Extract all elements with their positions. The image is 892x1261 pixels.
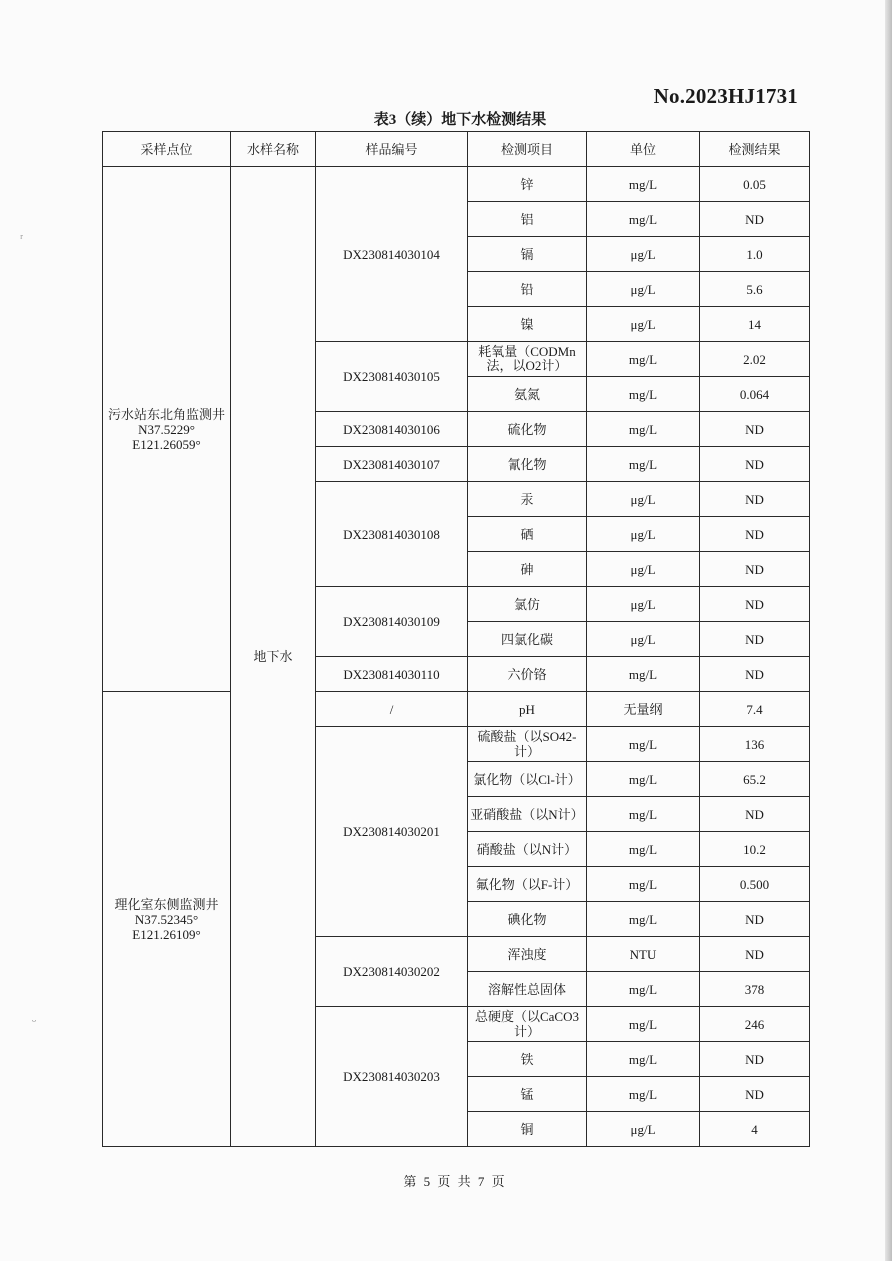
item-name xyxy=(468,342,587,377)
item-name: 氯仿 xyxy=(468,587,587,622)
result: 0.500 xyxy=(700,867,810,902)
item-name: 铜 xyxy=(468,1112,587,1147)
margin-mark: ʳ xyxy=(20,232,24,247)
result: ND xyxy=(700,902,810,937)
result: 1.0 xyxy=(700,237,810,272)
unit: μg/L xyxy=(587,622,700,657)
result: ND xyxy=(700,202,810,237)
site-longitude: E121.26109° xyxy=(132,926,201,942)
result: ND xyxy=(700,1077,810,1112)
result: 65.2 xyxy=(700,762,810,797)
table-row xyxy=(103,167,810,202)
unit: μg/L xyxy=(587,552,700,587)
unit: mg/L xyxy=(587,867,700,902)
result: 0.05 xyxy=(700,167,810,202)
sample-id: DX230814030104 xyxy=(316,167,468,342)
unit: mg/L xyxy=(587,797,700,832)
site-longitude: E121.26059° xyxy=(132,436,201,452)
item-name: 氯化物（以Cl-计） xyxy=(468,762,587,797)
result: ND xyxy=(700,552,810,587)
item-name: 铅 xyxy=(468,272,587,307)
sample-id: / xyxy=(316,692,468,727)
unit: mg/L xyxy=(587,447,700,482)
item-name: 碘化物 xyxy=(468,902,587,937)
header-row xyxy=(103,132,810,167)
result: 2.02 xyxy=(700,342,810,377)
unit: μg/L xyxy=(587,1112,700,1147)
unit: mg/L xyxy=(587,1077,700,1112)
water-type-cell: 地下水 xyxy=(231,167,316,1147)
unit: mg/L xyxy=(587,167,700,202)
header-result: 检测结果 xyxy=(700,132,810,167)
item-name: 锰 xyxy=(468,1077,587,1112)
item-name: 四氯化碳 xyxy=(468,622,587,657)
item-name: 砷 xyxy=(468,552,587,587)
page-number: 第 5 页 共 7 页 xyxy=(403,1174,505,1189)
margin-mark: ᵕ xyxy=(32,1015,37,1030)
header-item: 检测项目 xyxy=(468,132,587,167)
result: ND xyxy=(700,412,810,447)
item-name: 溶解性总固体 xyxy=(468,972,587,1007)
page-edge xyxy=(885,0,892,1261)
header-site: 采样点位 xyxy=(103,132,231,167)
item-name: 锌 xyxy=(468,167,587,202)
table-title: 表3（续）地下水检测结果 xyxy=(373,112,547,128)
sample-id: DX230814030108 xyxy=(316,482,468,587)
sample-id: DX230814030110 xyxy=(316,657,468,692)
item-name: 镍 xyxy=(468,307,587,342)
result: ND xyxy=(700,587,810,622)
result: ND xyxy=(700,797,810,832)
item-name: 硫化物 xyxy=(468,412,587,447)
item-name: 氰化物 xyxy=(468,447,587,482)
item-name: 汞 xyxy=(468,482,587,517)
item-name: pH xyxy=(468,692,587,727)
result: 10.2 xyxy=(700,832,810,867)
result: 5.6 xyxy=(700,272,810,307)
report-number: No.2023HJ1731 xyxy=(653,84,798,108)
sample-id: DX230814030107 xyxy=(316,447,468,482)
unit: mg/L xyxy=(587,412,700,447)
result: ND xyxy=(700,447,810,482)
unit: NTU xyxy=(587,937,700,972)
result: ND xyxy=(700,937,810,972)
site-cell xyxy=(103,167,231,692)
unit: μg/L xyxy=(587,517,700,552)
item-name: 硫酸盐（以SO42-计） xyxy=(468,727,587,762)
result: 378 xyxy=(700,972,810,1007)
item-name: 浑浊度 xyxy=(468,937,587,972)
unit: mg/L xyxy=(587,727,700,762)
item-name: 铁 xyxy=(468,1042,587,1077)
item-name-text: 耗氧量（CODMn法，以O2计） xyxy=(478,344,576,373)
item-name: 总硬度（以CaCO3计） xyxy=(468,1007,587,1042)
item-name: 硒 xyxy=(468,517,587,552)
result: ND xyxy=(700,1042,810,1077)
sample-id: DX230814030105 xyxy=(316,342,468,412)
result: 246 xyxy=(700,1007,810,1042)
unit: mg/L xyxy=(587,972,700,1007)
unit: μg/L xyxy=(587,587,700,622)
unit: mg/L xyxy=(587,1007,700,1042)
item-name: 硝酸盐（以N计） xyxy=(468,832,587,867)
sample-id: DX230814030203 xyxy=(316,1007,468,1147)
unit: μg/L xyxy=(587,307,700,342)
header-sample-id: 样品编号 xyxy=(316,132,468,167)
unit: mg/L xyxy=(587,902,700,937)
site-name: 污水站东北角监测井 xyxy=(107,406,225,422)
unit: mg/L xyxy=(587,342,700,377)
item-name: 氟化物（以F-计） xyxy=(468,867,587,902)
result: 4 xyxy=(700,1112,810,1147)
sample-id: DX230814030109 xyxy=(316,587,468,657)
unit: mg/L xyxy=(587,762,700,797)
result: 7.4 xyxy=(700,692,810,727)
result: 14 xyxy=(700,307,810,342)
table-row xyxy=(103,692,810,727)
site-name: 理化室东侧监测井 xyxy=(114,896,219,912)
site-latitude: N37.52345° xyxy=(134,911,199,927)
result: 0.064 xyxy=(700,377,810,412)
unit: μg/L xyxy=(587,237,700,272)
item-name: 铝 xyxy=(468,202,587,237)
site-cell xyxy=(103,692,231,1147)
unit: 无量纲 xyxy=(587,692,700,727)
result: ND xyxy=(700,482,810,517)
sample-id: DX230814030106 xyxy=(316,412,468,447)
unit: mg/L xyxy=(587,377,700,412)
unit: μg/L xyxy=(587,272,700,307)
result: ND xyxy=(700,622,810,657)
unit: mg/L xyxy=(587,832,700,867)
item-name: 镉 xyxy=(468,237,587,272)
unit: mg/L xyxy=(587,1042,700,1077)
result: ND xyxy=(700,517,810,552)
result: ND xyxy=(700,657,810,692)
sample-id: DX230814030202 xyxy=(316,937,468,1007)
site-latitude: N37.5229° xyxy=(138,421,195,437)
unit: mg/L xyxy=(587,202,700,237)
header-unit: 单位 xyxy=(587,132,700,167)
item-name: 亚硝酸盐（以N计） xyxy=(468,797,587,832)
result: 136 xyxy=(700,727,810,762)
unit: μg/L xyxy=(587,482,700,517)
sample-id: DX230814030201 xyxy=(316,727,468,937)
header-water-type: 水样名称 xyxy=(231,132,316,167)
item-name: 氨氮 xyxy=(468,377,587,412)
item-name: 六价铬 xyxy=(468,657,587,692)
unit: mg/L xyxy=(587,657,700,692)
results-table xyxy=(102,131,810,1147)
